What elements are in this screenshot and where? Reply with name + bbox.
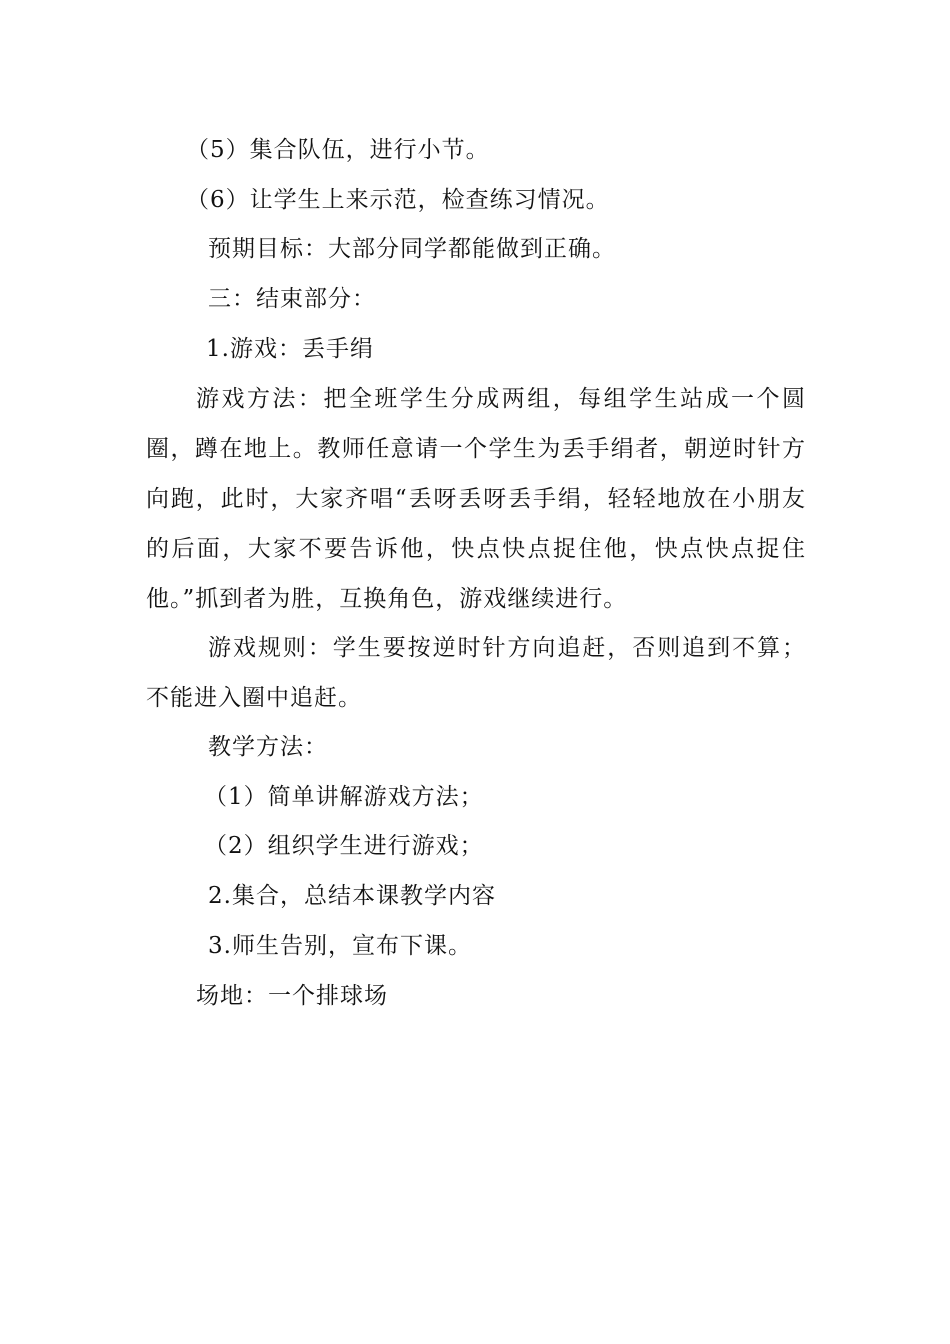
step-5-text: （5）集合队伍，进行小节。 [186,137,490,163]
game-rules-paragraph: 游戏规则：学生要按逆时针方向追赶，否则追到不算；不能进入圈中追赶。 [146,635,806,711]
teaching-method-heading: 教学方法： [208,734,328,760]
game-method-paragraph: 游戏方法：把全班学生分成两组，每组学生站成一个圆圈，蹲在地上。教师任意请一个学生为丢手绢者，朝逆时针方向跑，此时，大家齐唱“丢呀丢呀丢手绢，轻轻地放在小朋友的后面，大家不要告诉他，快点快点捉住他，快点快点捉住他。”抓到者为胜，互换角色，游戏继续进行。 [146,386,806,612]
game-title: 1.游戏：丢手绢 [206,336,374,362]
section-heading: 三：结束部分： [208,286,376,312]
venue-text: 场地：一个排球场 [196,983,388,1009]
expected-goal-text: 预期目标：大部分同学都能做到正确。 [208,236,616,262]
teaching-item-2: （2）组织学生进行游戏； [204,833,484,859]
step-6-text: （6）让学生上来示范，检查练习情况。 [186,187,610,213]
closing-item-3: 3.师生告别，宣布下课。 [208,933,472,959]
teaching-item-1: （1）简单讲解游戏方法； [204,784,484,810]
closing-item-2: 2.集合，总结本课教学内容 [208,883,496,909]
